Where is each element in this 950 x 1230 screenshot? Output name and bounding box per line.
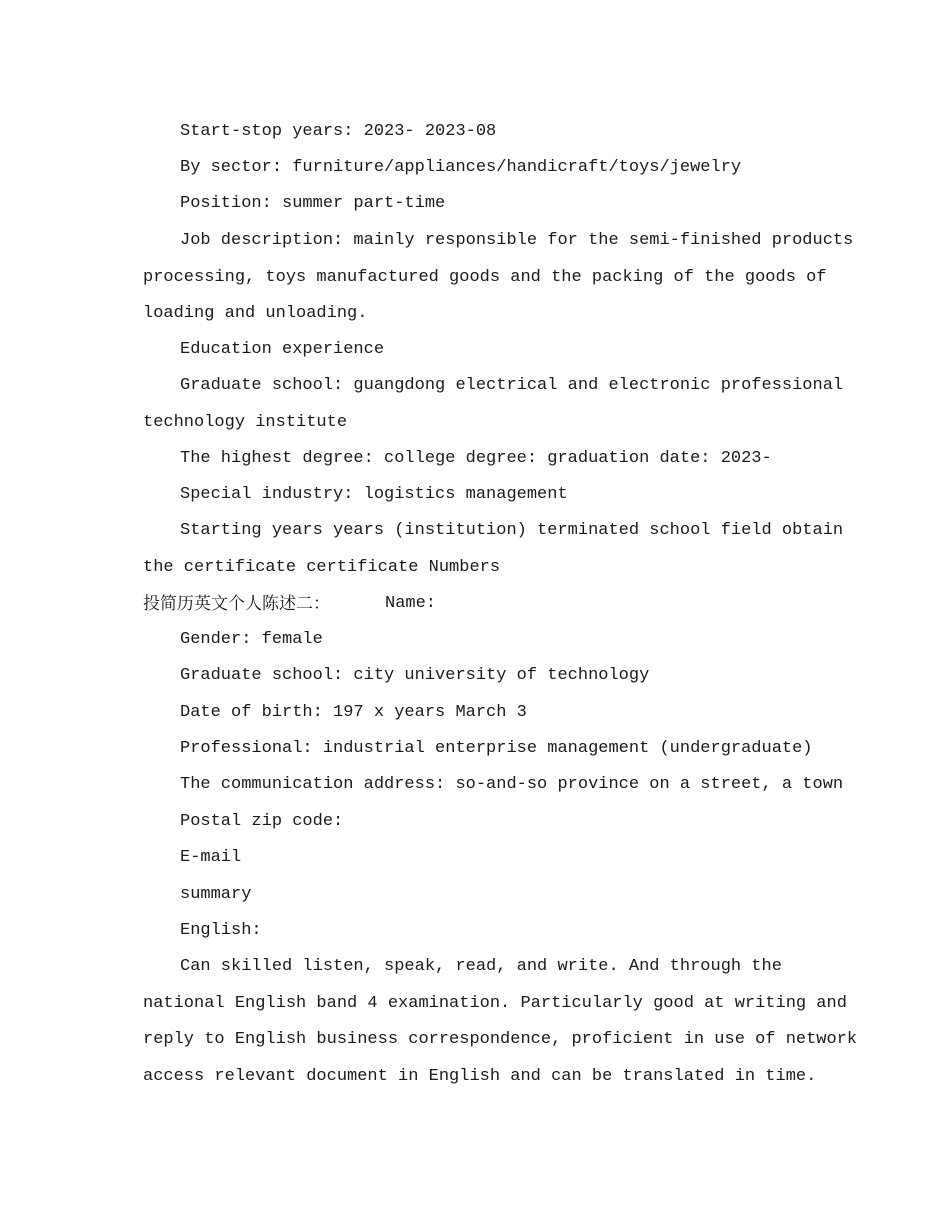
section-title-chinese: 投简历英文个人陈述二： — [143, 594, 330, 614]
english-paragraph-line-3: reply to English business correspondence, proficient in use of network — [143, 1030, 858, 1049]
job-description-end-line: loading and unloading. — [143, 304, 368, 323]
email-line: E-mail — [180, 848, 242, 867]
graduate-school-2-line: Graduate school: city university of technology — [180, 666, 650, 685]
english-heading: English: — [180, 921, 262, 940]
english-paragraph-line-1: Can skilled listen, speak, read, and write. And through the — [180, 957, 782, 976]
name-label: Name: — [385, 594, 437, 613]
start-stop-years-line: Start-stop years: 2023- 2023-08 — [180, 122, 497, 141]
job-description-line: Job description: mainly responsible for the semi-finished products — [180, 231, 854, 250]
professional-line: Professional: industrial enterprise management (undergraduate) — [180, 739, 813, 758]
communication-address-line: The communication address: so-and-so province on a street, a town — [180, 775, 844, 794]
english-paragraph-line-2: national English band 4 examination. Particularly good at writing and — [143, 994, 847, 1013]
summary-line: summary — [180, 885, 252, 904]
position-line: Position: summer part-time — [180, 194, 446, 213]
sector-line: By sector: furniture/appliances/handicraft/toys/jewelry — [180, 158, 742, 177]
highest-degree-line: The highest degree: college degree: graduation date: 2023- — [180, 449, 772, 468]
date-of-birth-line: Date of birth: 197 x years March 3 — [180, 703, 527, 722]
special-industry-line: Special industry: logistics management — [180, 485, 568, 504]
graduate-school-line: Graduate school: guangdong electrical and electronic professional — [180, 376, 844, 395]
postal-code-line: Postal zip code: — [180, 812, 344, 831]
graduate-school-continued-line: technology institute — [143, 413, 348, 432]
job-description-continued-line: processing, toys manufactured goods and the packing of the goods of — [143, 268, 827, 287]
certificate-line: the certificate certificate Numbers — [143, 558, 501, 577]
education-heading: Education experience — [180, 340, 385, 359]
starting-years-line: Starting years years (institution) terminated school field obtain — [180, 521, 844, 540]
gender-line: Gender: female — [180, 630, 323, 649]
english-paragraph-line-4: access relevant document in English and can be translated in time. — [143, 1067, 817, 1086]
